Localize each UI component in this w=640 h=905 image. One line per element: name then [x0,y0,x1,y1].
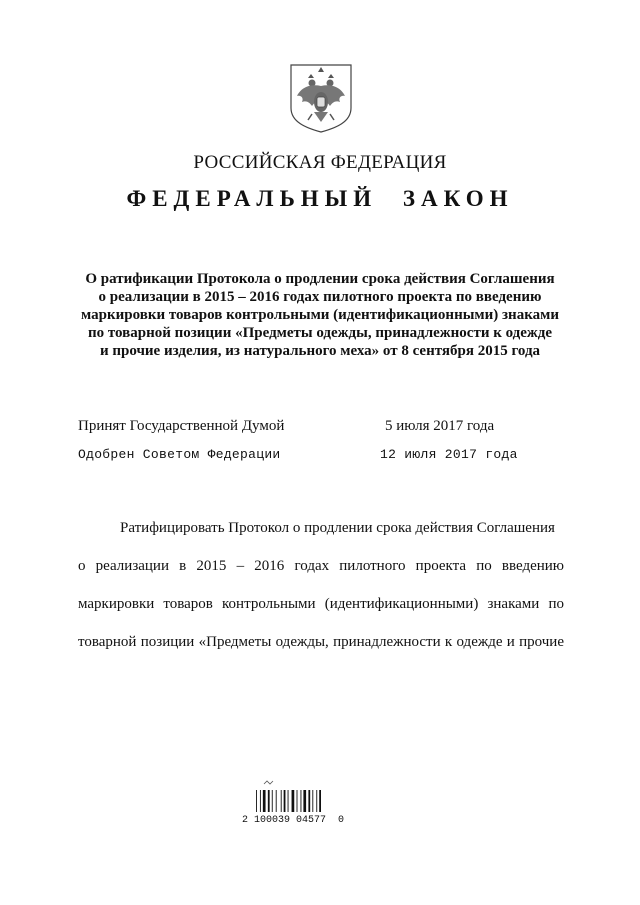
duma-adoption-date: 5 июля 2017 года [385,418,495,434]
law-body [78,520,564,660]
title-line: маркировки товаров контрольными (идентификационными) знаками [81,307,559,323]
body-line: Ратифицировать Протокол о продлении срока действия Соглашения [120,520,555,536]
country-name: РОССИЙСКАЯ ФЕДЕРАЦИЯ [193,152,447,173]
duma-adoption-label: Принят Государственной Думой [78,418,285,434]
body-line: маркировки товаров контрольными (идентификационными) знаками по [78,596,564,612]
title-line: по товарной позиции «Предметы одежды, принадлежности к одежде [87,325,553,341]
barcode-number: 2 100039 04577 0 [242,815,345,826]
body-line: товарной позиции «Предметы одежды, принадлежности к одежде и прочие [78,634,564,650]
council-approval-date: 12 июля 2017 года [380,447,518,462]
title-line: о реализации в 2015 – 2016 годах пилотного проекта по введению [98,289,542,305]
document-type: ФЕДЕРАЛЬНЫЙ ЗАКОН [126,186,514,211]
law-title [70,270,570,360]
body-line: о реализации в 2015 – 2016 годах пилотного проекта по введению [78,558,564,574]
coat-of-arms-icon [288,62,354,134]
title-line: и прочие изделия, из натурального меха» от 8 сентября 2015 года [99,343,541,359]
council-approval-label: Одобрен Советом Федерации [78,447,281,462]
barcode-icon [250,780,330,835]
title-line: О ратификации Протокола о продлении срока действия Соглашения [85,271,555,287]
